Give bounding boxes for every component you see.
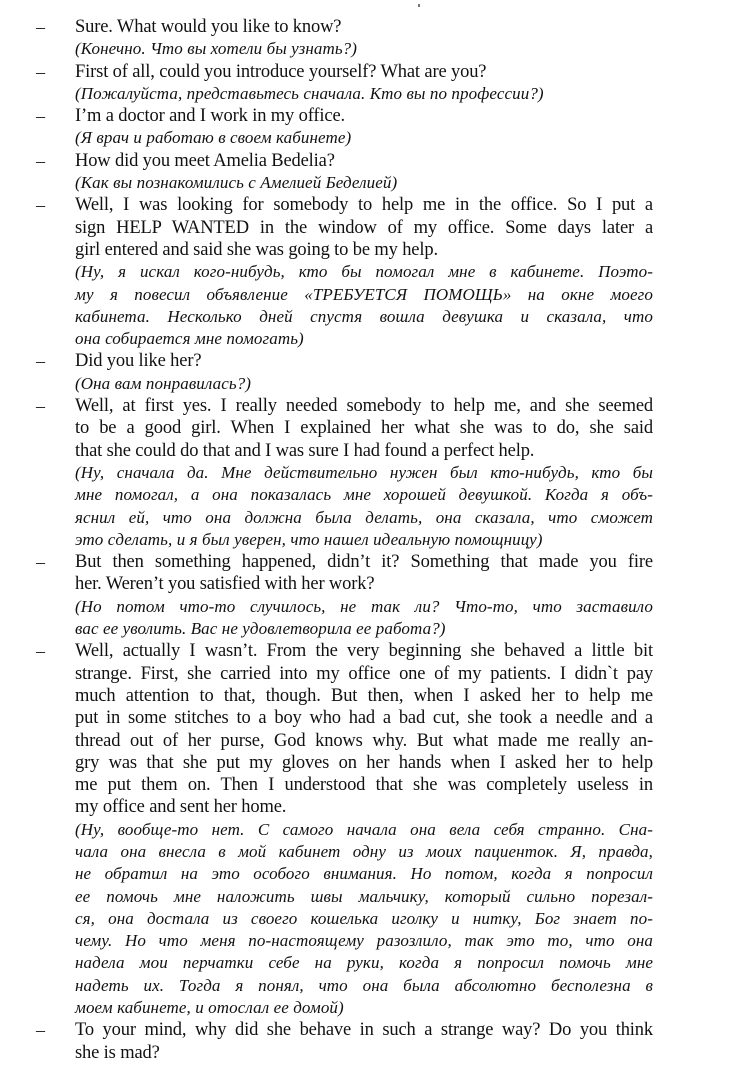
english-line: Well, at first yes. I really needed somebody to help me, and she seemed: [75, 396, 653, 417]
english-text: [75, 551, 653, 596]
english-line: sign HELP WANTED in the window of my office. Some days later a: [75, 217, 653, 238]
english-line: Well, I was looking for somebody to help me in the office. So I put a: [75, 195, 653, 216]
english-line: that she could do that and I was sure I had found a perfect help.: [75, 440, 535, 461]
english-line: my office and sent her home.: [75, 797, 287, 818]
english-line: strange. First, she carried into my office one of my patients. I didn`t pay: [75, 663, 653, 684]
russian-translation: [75, 172, 653, 194]
russian-line: (Ну, вообще-то нет. С самого начала она вела себя странно. Сна-: [75, 819, 653, 839]
russian-line: му я повесил объявление «ТРЕБУЕТСЯ ПОМОЩЬ» на окне моего: [75, 284, 653, 304]
dialogue-entry: [0, 150, 653, 195]
russian-line: это сделать, и я был уверен, что нашел идеальную помощницу): [75, 529, 543, 549]
dash-marker: –: [36, 641, 45, 662]
dialogue-entry: [0, 105, 653, 150]
dash-marker: –: [36, 17, 45, 37]
english-line: But then something happened, didn’t it? Something that made you fire: [75, 552, 653, 573]
russian-translation: [75, 127, 653, 149]
dialogue-entry: [0, 16, 653, 61]
dash-marker: –: [36, 396, 45, 417]
russian-translation: [75, 462, 653, 551]
dialogue: [0, 16, 653, 1064]
english-line: Well, actually I wasn’t. From the very beginning she behaved a little bit: [75, 641, 653, 662]
english-line: First of all, could you introduce yourself? What are you?: [75, 61, 487, 82]
english-line: thread out of her purse, God knows why. But what made me really an-: [75, 730, 653, 751]
scan-speck: [418, 4, 420, 7]
english-line: her. Weren’t you satisfied with her work?: [75, 574, 375, 595]
russian-translation: [75, 819, 653, 1020]
russian-line: моем кабинете, и отослал ее домой): [75, 998, 344, 1018]
russian-translation: [75, 38, 653, 60]
dialogue-entry: [0, 1019, 653, 1064]
russian-line: не обратил на это особого внимания. Но потом, когда я попросил: [75, 864, 653, 884]
english-text: [75, 16, 653, 38]
dialogue-entry: [0, 551, 653, 640]
dash-marker: –: [36, 1020, 45, 1041]
english-line: Sure. What would you like to know?: [75, 17, 342, 37]
russian-translation: [75, 596, 653, 641]
dialogue-entry: [0, 61, 653, 106]
russian-line: чала она внесла в мой кабинет одну из моих пациенток. Я, правда,: [75, 841, 653, 861]
dash-marker: –: [36, 106, 45, 127]
english-line: girl entered and said she was going to be my help.: [75, 239, 438, 260]
english-text: [75, 61, 653, 83]
russian-line: надела мои перчатки себе на руки, когда я попросил помочь мне: [75, 953, 653, 973]
dialogue-entry: [0, 350, 653, 395]
english-line: I’m a doctor and I work in my office.: [75, 106, 345, 127]
russian-line: (Но потом что-то случилось, не так ли? Что-то, что заставило: [75, 596, 653, 616]
russian-line: чему. Но что меня по-настоящему разозлило, так это то, что она: [75, 931, 653, 951]
russian-line: (Ну, сначала да. Мне действительно нужен был кто-нибудь, кто бы: [75, 462, 653, 482]
russian-translation: [75, 261, 653, 350]
russian-line: вас ее уволить. Вас не удовлетворила ее работа?): [75, 619, 446, 639]
russian-line: (Я врач и работаю в своем кабинете): [75, 128, 352, 148]
russian-line: кабинета. Несколько дней спустя вошла девушка и сказала, что: [75, 306, 653, 326]
english-line: much attention to that, though. But then, when I asked her to help me: [75, 685, 653, 706]
english-line: put in some stitches to a boy who had a bad cut, she took a needle and a: [75, 708, 653, 729]
dash-marker: –: [36, 150, 45, 171]
russian-line: мне помогал, а она показалась мне хорошей девушкой. Когда я объ-: [75, 485, 653, 505]
russian-translation: [75, 373, 653, 395]
english-text: [75, 395, 653, 462]
english-line: Did you like her?: [75, 351, 202, 372]
russian-line: ее помочь мне наложить швы мальчику, который сильно порезал-: [75, 886, 653, 906]
english-text: [75, 1019, 653, 1064]
dash-marker: –: [36, 195, 45, 216]
english-line: gry was that she put my gloves on her hands when I asked her to help: [75, 752, 653, 773]
russian-line: надеть их. Тогда я понял, что она была абсолютно бесполезна в: [75, 975, 653, 995]
english-text: [75, 105, 653, 127]
english-text: [75, 194, 653, 261]
russian-line: (Она вам понравилась?): [75, 373, 252, 393]
english-text: [75, 640, 653, 818]
english-line: How did you meet Amelia Bedelia?: [75, 150, 335, 171]
russian-line: она собирается мне помогать): [75, 329, 304, 349]
english-text: [75, 150, 653, 172]
russian-line: ся, она достала из своего кошелька иголку и нитку, Бог знает по-: [75, 908, 653, 928]
russian-line: (Конечно. Что вы хотели бы узнать?): [75, 39, 358, 59]
dash-marker: –: [36, 552, 45, 573]
dialogue-entry: [0, 194, 653, 350]
russian-line: (Ну, я искал кого-нибудь, кто бы помогал мне в кабинете. Поэто-: [75, 262, 653, 282]
russian-translation: [75, 83, 653, 105]
dialogue-entry: [0, 640, 653, 1019]
dash-marker: –: [36, 351, 45, 372]
english-line: me put them on. Then I understood that she was completely useless in: [75, 775, 653, 796]
russian-line: яснил ей, что она должна была делать, она сказала, что сможет: [75, 507, 653, 527]
english-line: she is mad?: [75, 1042, 160, 1063]
russian-line: (Как вы познакомились с Амелией Беделией): [75, 173, 398, 193]
english-line: to be a good girl. When I explained her what she was to do, she said: [75, 418, 653, 439]
russian-line: (Пожалуйста, представьтесь сначала. Кто вы по профессии?): [75, 83, 544, 103]
dialogue-entry: [0, 395, 653, 551]
english-line: To your mind, why did she behave in such a strange way? Do you think: [75, 1020, 653, 1041]
english-text: [75, 350, 653, 372]
dash-marker: –: [36, 61, 45, 82]
